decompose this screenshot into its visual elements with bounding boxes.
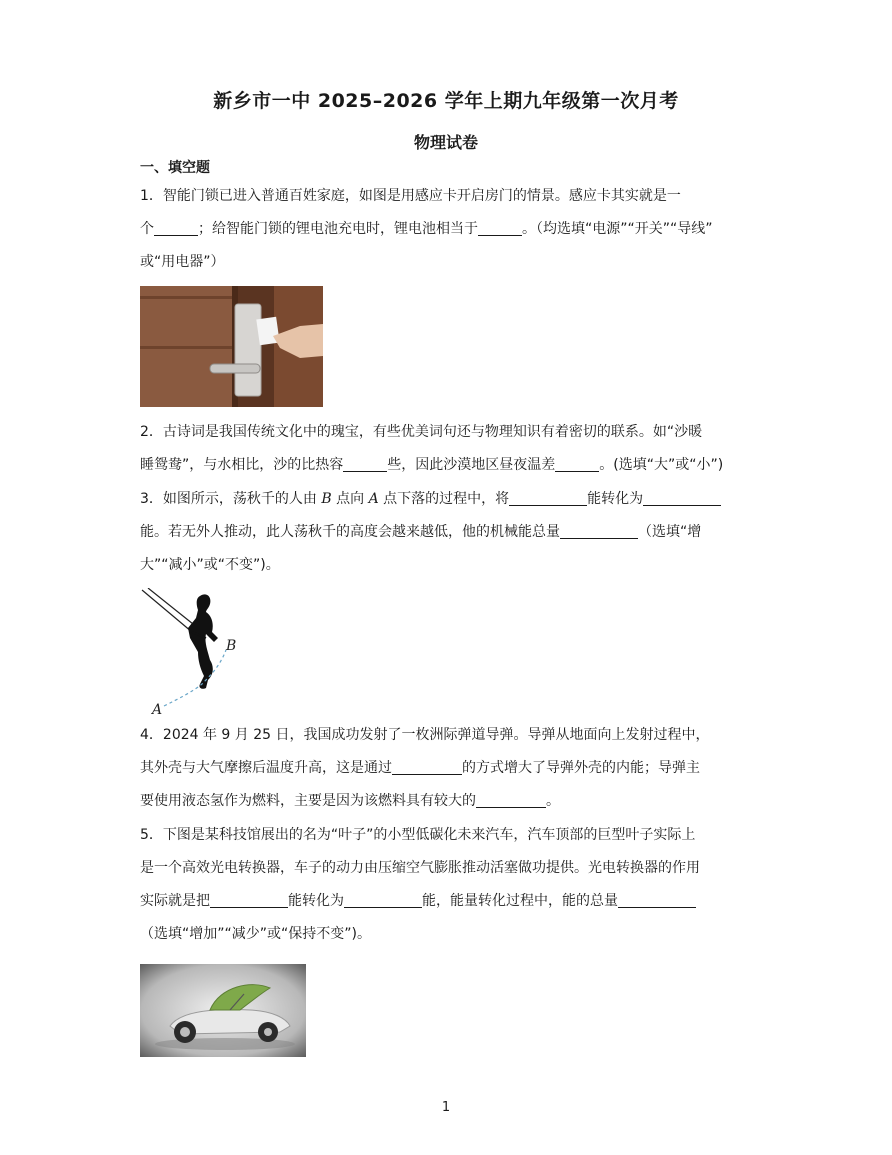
answer-blank[interactable] <box>344 891 422 908</box>
q3-text: （选填“增 <box>638 524 702 540</box>
q4-text: 要使用液态氢作为燃料，主要是因为该燃料具有较大的 <box>140 793 476 809</box>
q4-text: 其外壳与大气摩擦后温度升高，这是通过 <box>140 760 392 776</box>
exam-title: 新乡市一中 2025–2026 学年上期九年级第一次月考 <box>213 90 679 112</box>
q2-text: 。(选填“大”或“小”) <box>599 457 724 473</box>
question-2 <box>140 416 765 482</box>
point-a-label: A <box>152 702 163 716</box>
q2-text: 睡鸳鸯”，与水相比，沙的比热容 <box>140 457 344 473</box>
answer-blank[interactable] <box>618 891 696 908</box>
answer-blank[interactable] <box>392 758 462 775</box>
answer-blank[interactable] <box>343 455 387 472</box>
q4-line-2 <box>140 752 765 785</box>
q3-text: 能转化为 <box>587 491 644 507</box>
q5-text: 实际就是把 <box>140 893 210 909</box>
q5-text: 能，能量转化过程中，能的总量 <box>422 893 618 909</box>
q5-line-3 <box>140 885 765 918</box>
question-4 <box>140 719 765 818</box>
point-b-label: B <box>226 638 237 654</box>
q4-text: 。 <box>546 793 560 809</box>
q5-line-2: 是一个高效光电转换器，车子的动力由压缩空气膨胀推动活塞做功提供。光电转换器的作用 <box>140 860 700 876</box>
leaf-car-image <box>140 964 306 1057</box>
answer-blank[interactable] <box>560 522 638 539</box>
q1-line-2 <box>140 213 765 246</box>
q3-line-2 <box>140 516 765 549</box>
q3-line-1 <box>140 483 765 516</box>
exam-subtitle: 物理试卷 <box>413 133 478 152</box>
q3-line-3: 大”“减小”或“不变”)。 <box>140 557 280 573</box>
q3-text: 点向 <box>331 491 369 507</box>
section-heading: 一、填空题 <box>140 160 210 176</box>
q2-line-2 <box>140 449 765 482</box>
answer-blank[interactable] <box>210 891 288 908</box>
question-1 <box>140 180 765 279</box>
q1-text: 。（均选填“电源”“开关”“导线” <box>522 221 713 237</box>
q5-line-1: 5．下图是某科技馆展出的名为“叶子”的小型低碳化未来汽车，汽车顶部的巨型叶子实际上 <box>140 827 696 843</box>
answer-blank[interactable] <box>478 219 522 236</box>
answer-blank[interactable] <box>154 219 198 236</box>
q3-text: 点下落的过程中，将 <box>378 491 510 507</box>
door-lock-image <box>140 286 323 407</box>
q1-text: ；给智能门锁的锂电池充电时，锂电池相当于 <box>198 221 478 237</box>
point-b-variable: B <box>321 491 332 507</box>
swing-diagram <box>140 588 245 716</box>
q3-text: 能。若无外人推动，此人荡秋千的高度会越来越低，他的机械能总量 <box>140 524 560 540</box>
question-5 <box>140 819 765 951</box>
q4-line-3 <box>140 785 765 818</box>
q4-line-1: 4．2024 年 9 月 25 日，我国成功发射了一枚洲际弹道导弹。导弹从地面向上发射过程中， <box>140 727 710 743</box>
point-a-variable: A <box>368 491 379 507</box>
q5-line-4: （选填“增加”“减少”或“保持不变”)。 <box>140 926 371 942</box>
q1-line-3: 或“用电器”） <box>140 254 225 270</box>
q2-text: 些，因此沙漠地区昼夜温差 <box>387 457 556 473</box>
question-3 <box>140 483 765 582</box>
q1-text: 个 <box>140 221 154 237</box>
q5-text: 能转化为 <box>288 893 344 909</box>
answer-blank[interactable] <box>555 455 599 472</box>
q1-line-1: 1．智能门锁已进入普通百姓家庭，如图是用感应卡开启房门的情景。感应卡其实就是一 <box>140 188 681 204</box>
answer-blank[interactable] <box>476 791 546 808</box>
q2-line-1: 2．古诗词是我国传统文化中的瑰宝，有些优美词句还与物理知识有着密切的联系。如“沙暖 <box>140 424 703 440</box>
answer-blank[interactable] <box>643 489 721 506</box>
answer-blank[interactable] <box>509 489 587 506</box>
q4-text: 的方式增大了导弹外壳的内能；导弹主 <box>462 760 700 776</box>
page-number: 1 <box>441 1100 451 1115</box>
q3-text: 3．如图所示，荡秋千的人由 <box>140 491 322 507</box>
